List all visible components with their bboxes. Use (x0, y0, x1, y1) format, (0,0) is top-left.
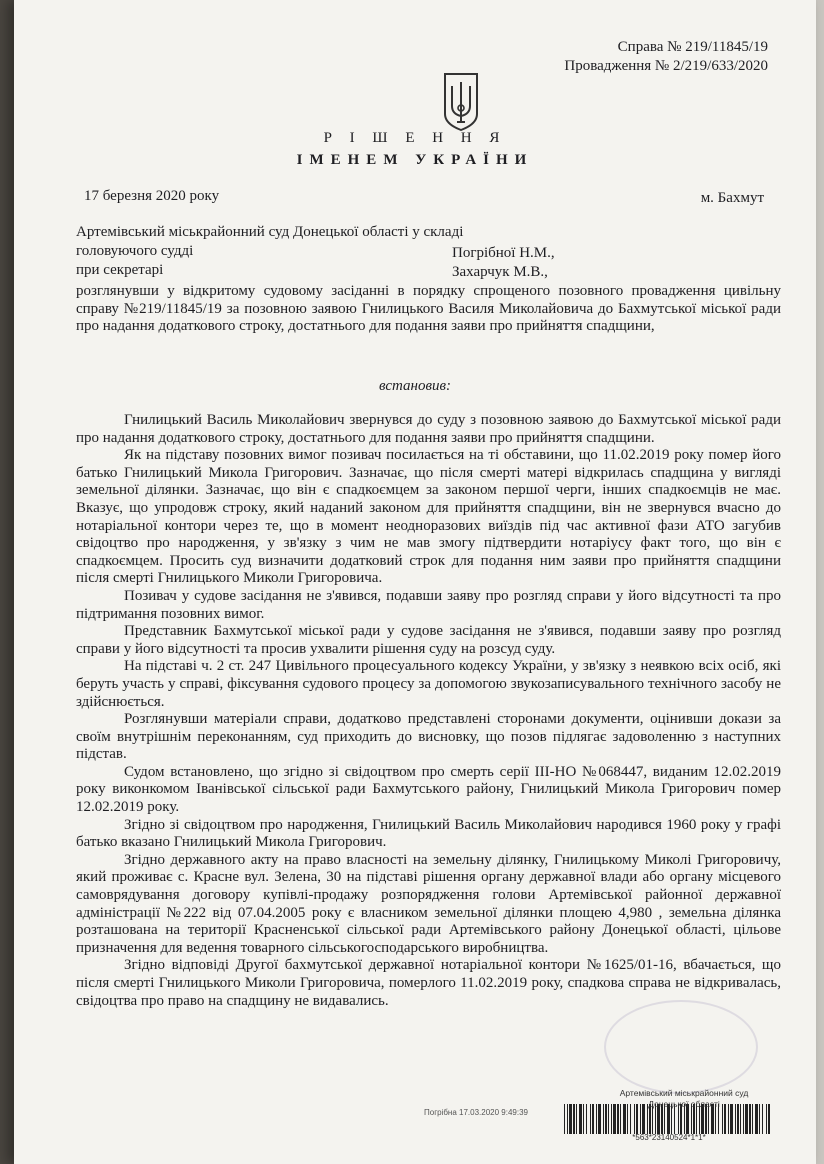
intro-paragraph (76, 283, 781, 336)
document-subtitle: ІМЕНЕМ УКРАЇНИ (296, 152, 534, 168)
judge-name: Погрібної Н.М., (452, 245, 555, 261)
paragraph: Позивач у судове засідання не з'явився, подавши заяву про розгляд справи у його відсутності та про підтримання позовних вимог. (76, 587, 781, 622)
scan-edge (0, 0, 14, 1164)
judge-label: головуючого судді (76, 243, 194, 259)
court-composition: Артемівський міськрайонний суд Донецької області у складі (76, 224, 464, 240)
decision-date: 17 березня 2020 року (84, 188, 220, 204)
paragraph: Представник Бахмутської міської ради у судове засідання не з'явився, подавши заяву про розгляд справи у його відсутності та просив ухвалити рішення суду на розсуд суду. (76, 623, 781, 657)
paragraph: Згідно державного акту на право власності на земельну ділянку, Гнилицькому Миколі Григоровичу, який проживає с. Красне вул. Зелена, 30 на підставі рішення органу державної влади або органу місцевого самоврядування договору купівлі-продажу розпорядження голови Артемівської районної державної адміністрації №222 від 07.04.2005 року є власником земельної ділянки площею 4,980 , земельна ділянка розташована на території Красненської сільської ради Артемівського району Донецької області, цільове призначення для ведення товарного сільськогосподарського виробництва. (76, 851, 781, 956)
stamp-court-line2: Донецької області (648, 1099, 720, 1109)
paragraph: На підставі ч. 2 ст. 247 Цивільного процесуального кодексу України, у зв'язку з неявкою всіх осіб, які беруть участь у справі, фіксування судового процесу за допомогою звукозаписувального технічного засобу не здійснюється. (76, 658, 781, 710)
document-page (14, 0, 816, 1164)
proceeding-number: Провадження № 2/219/633/2020 (564, 58, 768, 74)
secretary-name: Захарчук М.В., (452, 264, 548, 280)
decision-city: м. Бахмут (700, 190, 764, 206)
paragraph: Розглянувши матеріали справи, додатково представлені сторонами документи, оцінивши докази за своїм внутрішнім переконанням, суд приходить до висновку, що позов підлягає задоволенню з наступних підстав. (76, 711, 781, 763)
decision-body (76, 412, 781, 1010)
stamp-court (594, 1088, 774, 1099)
faint-seal (604, 1000, 758, 1094)
stamp-court-line1: Артемівський міськрайонний суд (619, 1088, 749, 1098)
electronic-stamp (424, 1088, 776, 1150)
document-title: Р І Ш Е Н Н Я (323, 130, 507, 146)
paragraph: Згідно відповіді Другої бахмутської державної нотаріальної контори №1625/01-16, вбачається, що після смерті Гнилицького Миколи Григоровича, померлого 11.02.2019 року, спадкова справа не відкривалась, свідоцтва про право на спадщину не видавались. (76, 957, 781, 1009)
intro-text: розглянувши у відкритому судовому засіданні в порядку спрощеного позовного провадження цивільну справу №219/11845/19 за позовною заявою Гнилицького Василя Миколайовича до Бахмутської міської ради про надання додаткового строку, достатнього для подання заяви про прийняття спадщини, (76, 283, 781, 335)
case-header (564, 38, 768, 76)
stamp-signed: Погрібна 17.03.2020 9:49:39 (424, 1108, 528, 1117)
paragraph: Згідно зі свідоцтвом про народження, Гнилицький Василь Миколайович народився 1960 року у графі батько вказано Гнилицький Микола Григорович. (76, 816, 781, 851)
paragraph: Гнилицький Василь Миколайович звернувся до суду з позовною заявою до Бахмутської міської ради про надання додаткового строку, достатнього для подання заяви про прийняття спадщини. (76, 412, 781, 446)
paragraph: Як на підставу позовних вимог позивач посилається на ті обставини, що 11.02.2019 року помер його батько Гнилицький Микола Григорович. Зазначає, що після смерті матері відкрилась спадщина у вигляді земельної ділянки. Зазначає, що він є спадкоємцем за законом першої черги, інших спадкоємців не має. Вказує, що упродовж строку, який наданий законом для прийняття спадщини, він не звернувся вчасно до нотаріальної контори через те, що в момент неодноразових виїздів під час активної фази АТО загубив свідоцтво про народження, у зв'язку з чим не мав змогу підтвердити нотаріусу факт того, що він є спадкоємцем. Просить суд визначити додатковий строк для подання ним заяви про прийняття спадщини після смерті Гнилицького Миколи Григоровича. (76, 447, 781, 587)
barcode-number: *563*23140524*1*1* (632, 1133, 706, 1142)
trident-emblem-icon (441, 70, 481, 132)
case-number: Справа № 219/11845/19 (617, 39, 768, 55)
section-heading: встановив: (379, 378, 451, 394)
paragraph: Судом встановлено, що згідно зі свідоцтвом про смерть серії ІІІ-НО №068447, виданим 12.02.2019 року виконкомом Іванівської сільської ради Бахмутського району, Гнилицький Микола Григорович помер 12.02.2019 року. (76, 763, 781, 816)
secretary-label: при секретарі (76, 262, 164, 278)
